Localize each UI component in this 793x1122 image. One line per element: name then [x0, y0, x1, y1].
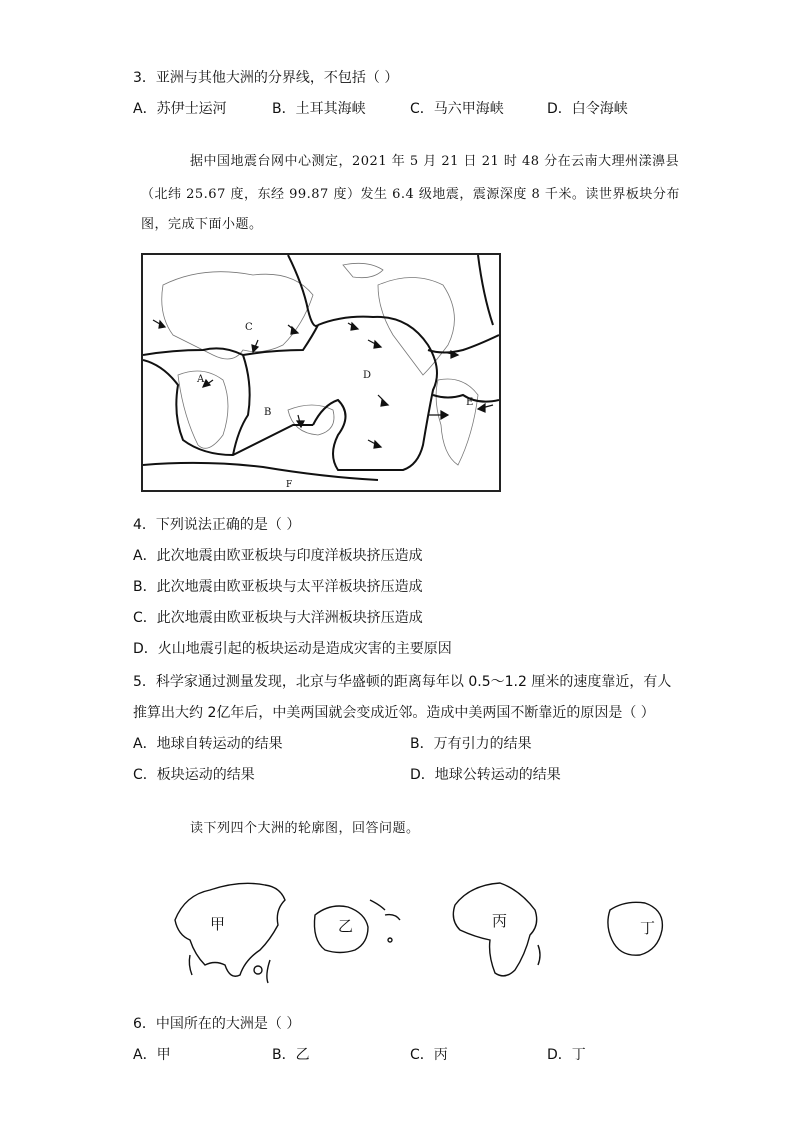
plate-map-drawing	[143, 255, 499, 490]
plate-label-b: B	[264, 407, 272, 418]
continent-label-yi: 乙	[338, 917, 354, 935]
q6-stem: 6．中国所在的大洲是（ ）	[133, 1016, 301, 1032]
q5-stem-line2: 推算出大约 2亿年后，中美两国就会变成近邻。造成中美两国不断靠近的原因是（ ）	[133, 705, 655, 721]
q3-stem: 3．亚洲与其他大洲的分界线，不包括（ ）	[133, 70, 399, 86]
continent-label-ding: 丁	[640, 919, 656, 937]
q6-option-d[interactable]: D．丁	[547, 1047, 586, 1063]
intro1-line2: （北纬 25.67 度，东经 99.87 度）发生 6.4 级地震，震源深度 8 千米。读世界板块分布	[141, 187, 680, 202]
continent-drawing	[170, 865, 670, 995]
q3-option-c[interactable]: C．马六甲海峡	[410, 101, 504, 117]
intro1-line3: 图，完成下面小题。	[141, 217, 263, 232]
q5-option-b[interactable]: B．万有引力的结果	[410, 736, 532, 752]
continent-label-jia: 甲	[210, 915, 226, 933]
continent-outlines	[170, 865, 670, 995]
q4-option-a[interactable]: A．此次地震由欧亚板块与印度洋板块挤压造成	[133, 548, 423, 564]
q6-option-b[interactable]: B．乙	[272, 1047, 310, 1063]
q6-option-c[interactable]: C．丙	[410, 1047, 448, 1063]
plate-label-e: E	[466, 397, 474, 408]
intro2: 读下列四个大洲的轮廓图，回答问题。	[190, 821, 420, 836]
world-plate-map	[141, 253, 501, 492]
q3-option-a[interactable]: A．苏伊士运河	[133, 101, 227, 117]
q5-option-a[interactable]: A．地球自转运动的结果	[133, 736, 283, 752]
plate-label-c: C	[245, 322, 253, 333]
plate-label-d: D	[363, 370, 372, 381]
q5-stem-line1: 5．科学家通过测量发现，北京与华盛顿的距离每年以 0.5～1.2 厘米的速度靠近，有人	[133, 674, 672, 690]
continent-label-bing: 丙	[492, 912, 508, 930]
q4-option-c[interactable]: C．此次地震由欧亚板块与大洋洲板块挤压造成	[133, 610, 423, 626]
q4-option-b[interactable]: B．此次地震由欧亚板块与太平洋板块挤压造成	[133, 579, 423, 595]
q5-option-d[interactable]: D．地球公转运动的结果	[410, 767, 561, 783]
plate-label-f: F	[286, 480, 293, 490]
q4-stem: 4．下列说法正确的是（ ）	[133, 517, 301, 533]
q6-option-a[interactable]: A．甲	[133, 1047, 171, 1063]
plate-label-a: A	[197, 374, 205, 385]
q3-option-d[interactable]: D．白令海峡	[547, 101, 628, 117]
q5-option-c[interactable]: C．板块运动的结果	[133, 767, 255, 783]
intro1-line1: 据中国地震台网中心测定，2021 年 5 月 21 日 21 时 48 分在云南大理州漾濞县	[190, 154, 680, 169]
q4-option-d[interactable]: D．火山地震引起的板块运动是造成灾害的主要原因	[133, 641, 452, 657]
q3-option-b[interactable]: B．土耳其海峡	[272, 101, 366, 117]
